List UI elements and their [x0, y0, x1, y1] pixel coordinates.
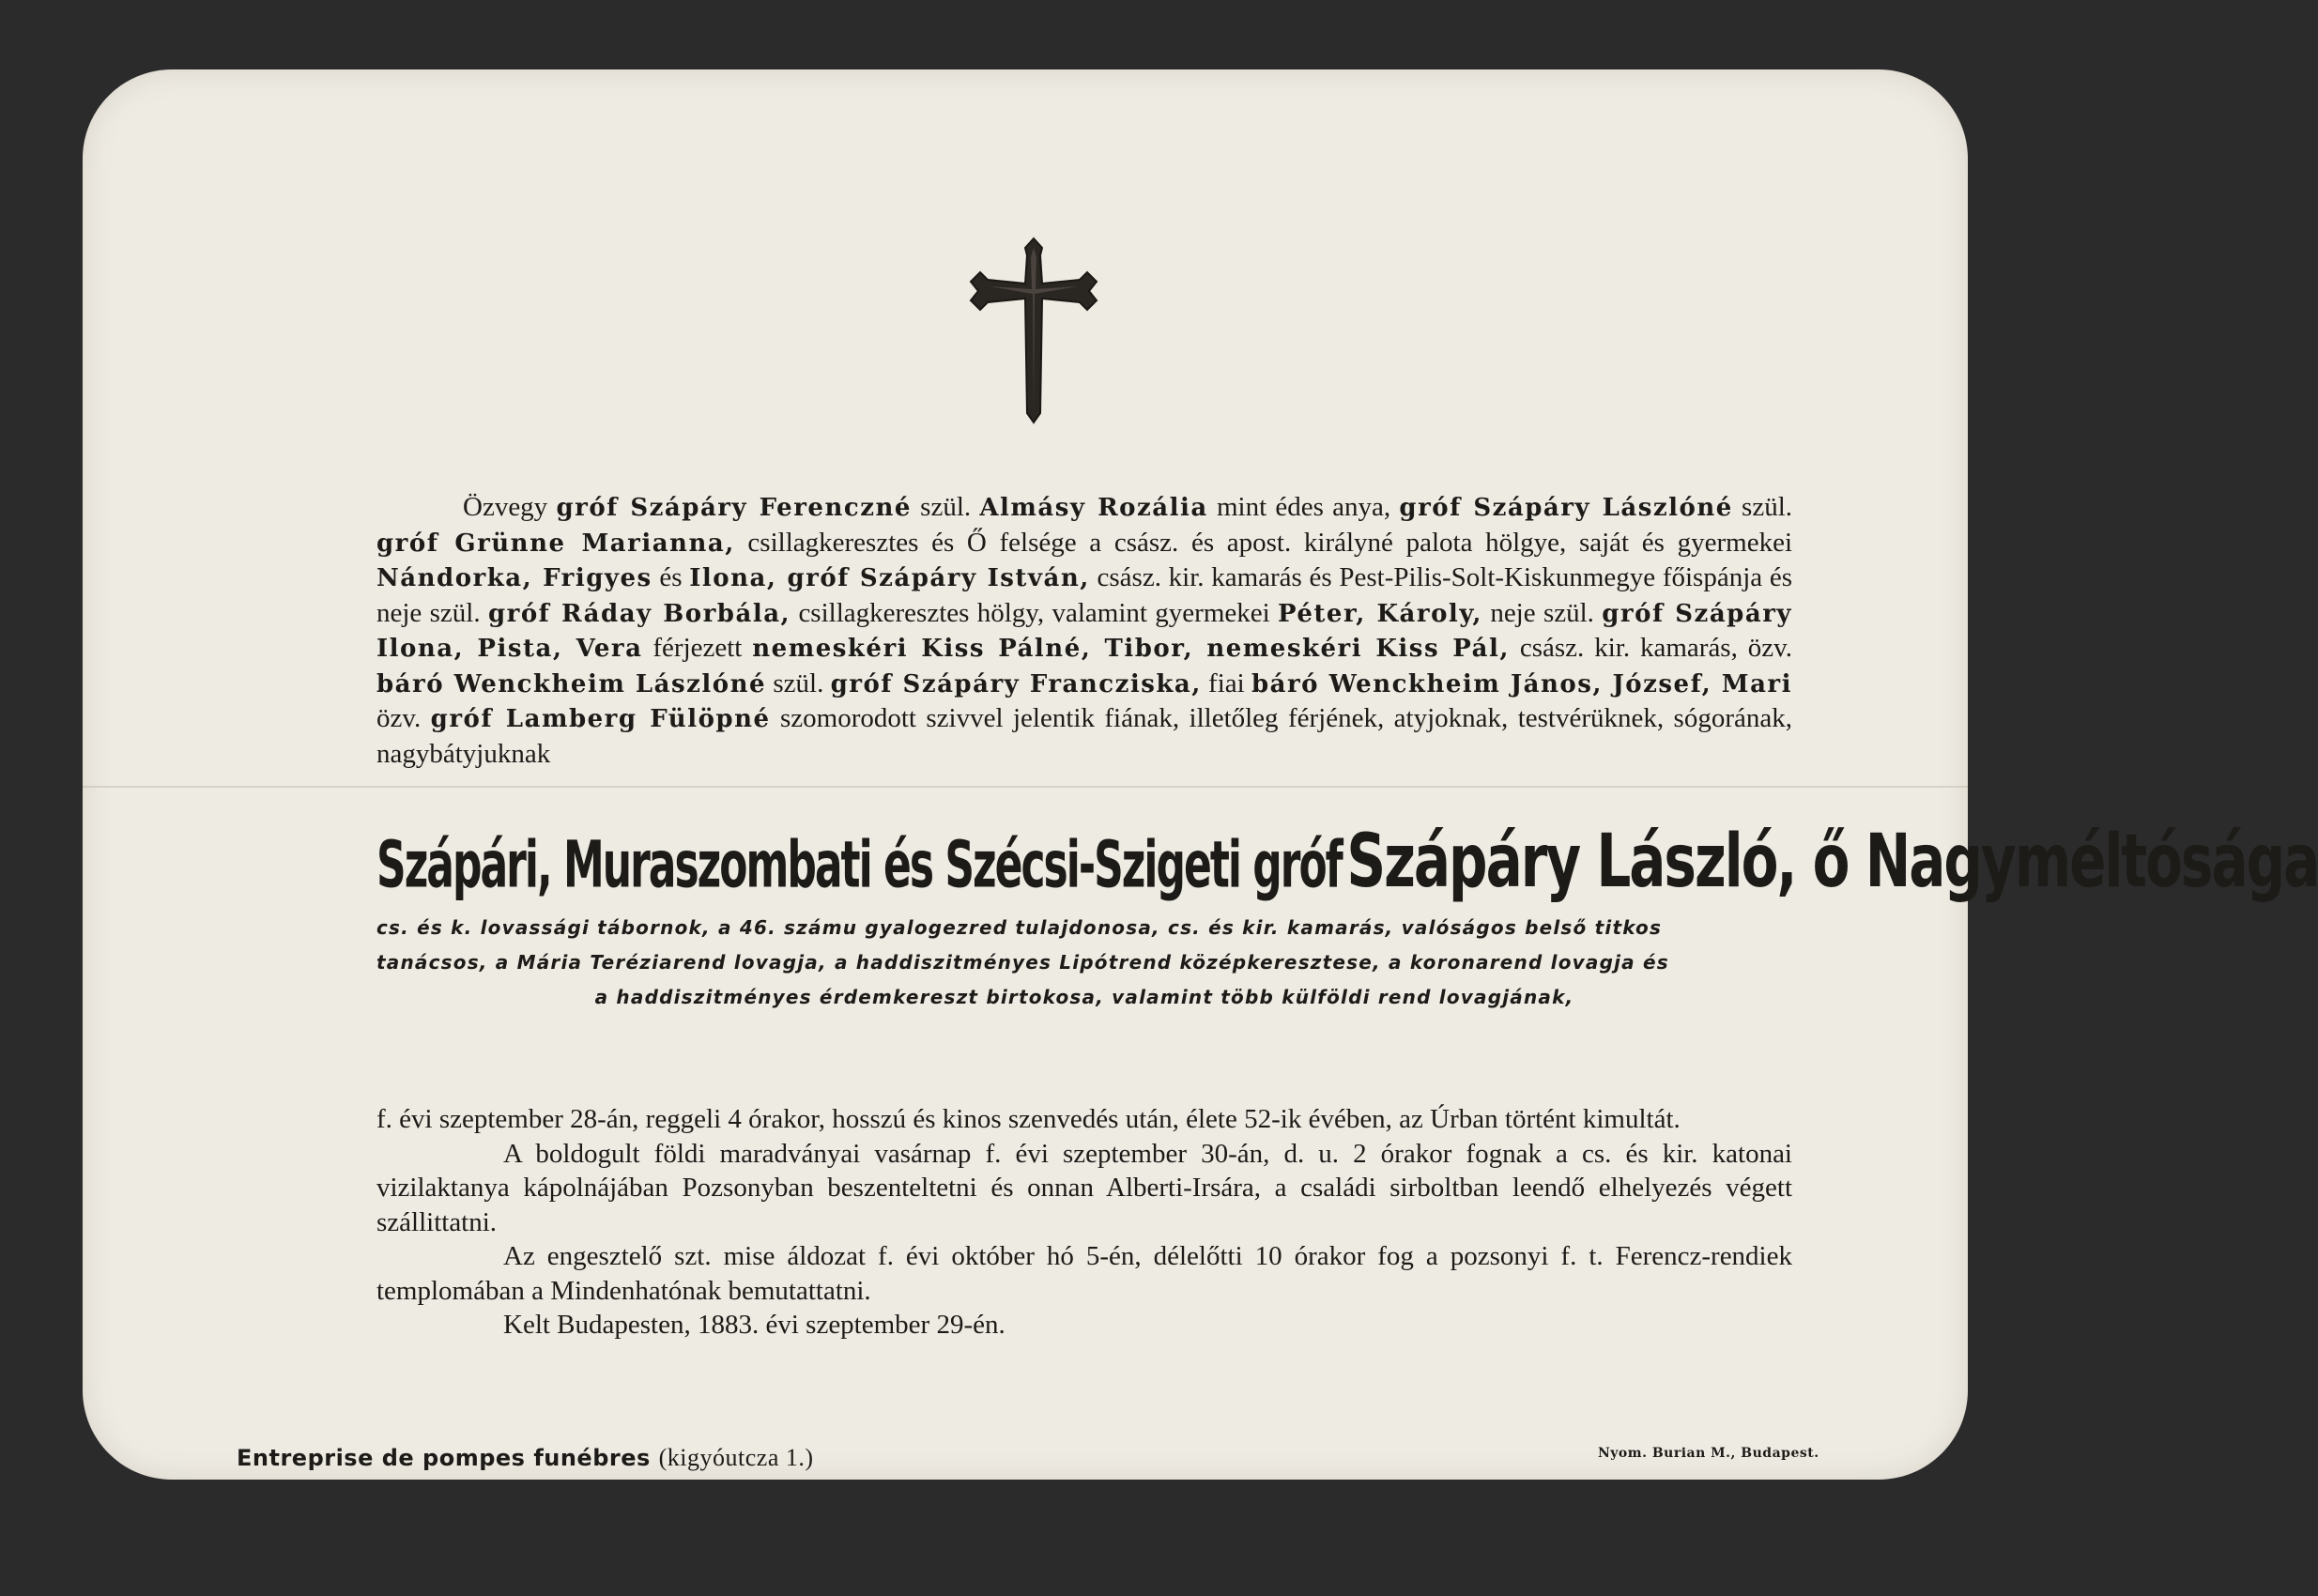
cross-icon	[967, 235, 1100, 424]
text-segment: mint édes anya,	[1207, 492, 1400, 522]
details-section	[376, 1102, 1792, 1343]
family-name-segment: báró Wenckheim János, József, Mari	[1251, 669, 1792, 698]
printer-credit: Nyom. Burian M., Budapest.	[1598, 1446, 1819, 1461]
burial-paragraph: A boldogult földi maradványai vasárnap f. évi szeptember 30-án, d. u. 2 órakor fognak a cs. és kir. katonai vizilaktanya kápolnájában Pozsonyban beszenteltetni és onnan Alberti-Irsára, a családi sirboltban leendő elhelyezés végett szállittatni.	[376, 1138, 1792, 1237]
family-name-segment: gróf Ráday Borbála,	[487, 599, 791, 628]
date-line: Kelt Budapesten, 1883. évi szeptember 29-én.	[503, 1310, 1005, 1340]
deceased-name-heading	[376, 818, 2318, 904]
announcement-paragraph	[376, 490, 1792, 771]
deceased-name: Szápáry László, ő Nagyméltósága	[1346, 818, 2318, 904]
text-segment: neje szül.	[1481, 597, 1603, 628]
text-segment: szomorodott szivvel jelentik fiának, illetőleg férjének, atyjoknak, testvérüknek, sógorának, nagybátyjuknak	[376, 703, 1792, 769]
undertaker-name: Entreprise de pompes funébres	[237, 1445, 651, 1471]
undertaker-address: (kigyóutcza 1.)	[658, 1444, 814, 1471]
deceased-name-prefix: Szápári, Muraszombati és Szécsi-Szigeti gróf	[376, 828, 1342, 903]
titles-line-2: tanácsos, a Mária Teréziarend lovagja, a haddiszitményes Lipótrend középkeresztese, a koronarend lovagja és	[376, 951, 1669, 974]
text-segment: csillagkeresztes hölgy, valamint gyermekei	[791, 597, 1279, 628]
text-segment: szül.	[911, 492, 980, 522]
family-name-segment: Nándorka, Frigyes	[376, 564, 652, 592]
family-name-segment: gróf Szápáry Lászlóné	[1399, 494, 1733, 522]
text-segment: csillagkeresztes és Ő felsége a csász. és apost. királyné palota hölgye, saját és gyermekei	[734, 527, 1792, 558]
family-name-segment: Almásy Rozália	[979, 494, 1208, 522]
family-name-segment: gróf Szápáry Ferenczné	[556, 494, 912, 522]
death-paragraph: f. évi szeptember 28-án, reggeli 4 órakor, hosszú és kinos szenvedés után, élete 52-ik évében, az Úrban történt kimultát.	[376, 1104, 1681, 1134]
family-name-segment: nemeskéri Kiss Pálné, Tibor, nemeskéri Kiss Pál,	[752, 635, 1510, 663]
text-segment: szül.	[1732, 492, 1793, 522]
text-segment: csász. kir. kamarás, özv.	[1509, 633, 1793, 663]
text-segment: fiai	[1201, 668, 1251, 698]
deceased-titles	[376, 911, 1792, 1015]
paper-fold-line	[83, 786, 1968, 788]
family-name-segment: gróf Szápáry Francziska,	[830, 669, 1202, 698]
family-name-segment: gróf Lamberg Fülöpné	[430, 705, 771, 733]
text-segment: és	[652, 562, 690, 592]
undertaker-credit	[237, 1444, 814, 1472]
mass-paragraph: Az engesztelő szt. mise áldozat f. évi október hó 5-én, délelőtti 10 órakor fog a pozsonyi f. t. Ferencz-rendiek templomában a Mindenhatónak bemutattatni.	[376, 1241, 1792, 1306]
text-segment: csász. kir. kamarás és Pest-Pilis-Solt-Kiskunmegye főispánja és neje szül.	[376, 562, 1792, 628]
text-segment: szül.	[766, 668, 831, 698]
titles-line-1: cs. és k. lovassági tábornok, a 46. számu gyalogezred tulajdonosa, cs. és kir. kamarás, valóságos belső titkos	[376, 916, 1663, 939]
text-segment: özv.	[376, 703, 431, 733]
family-name-segment: Péter, Károly,	[1278, 599, 1482, 628]
family-name-segment: báró Wenckheim Lászlóné	[376, 669, 767, 698]
titles-line-3: a haddiszitményes érdemkereszt birtokosa, valamint több külföldi rend lovagjának,	[594, 986, 1574, 1008]
family-name-segment: gróf Grünne Marianna,	[376, 529, 735, 558]
family-name-segment: gróf Szápáry Ilona, Pista, Vera	[376, 599, 1793, 663]
obituary-card	[83, 69, 2318, 1480]
family-name-segment: Ilona, gróf Szápáry István,	[689, 564, 1090, 592]
text-segment: Özvegy	[463, 492, 557, 522]
text-segment: férjezett	[642, 633, 753, 663]
